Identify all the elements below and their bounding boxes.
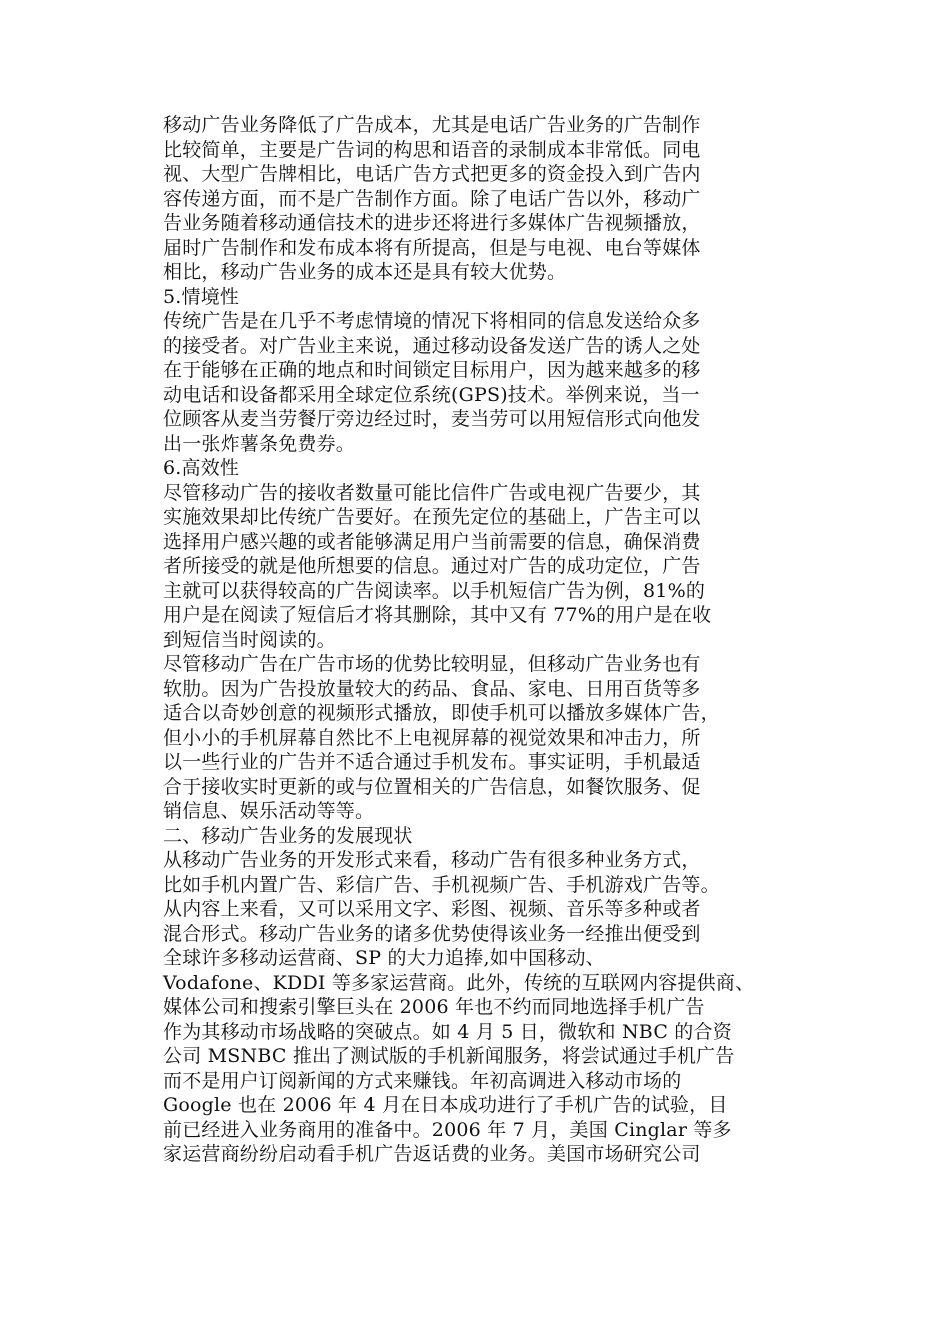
text-line: 传统广告是在几乎不考虑情境的情况下将相同的信息发送给众多 bbox=[163, 310, 701, 332]
text-line: 动电话和设备都采用全球定位系统(GPS)技术。举例来说，当一 bbox=[163, 383, 700, 406]
text-line: 合于接收实时更新的或与位置相关的广告信息，如餐饮服务、促 bbox=[163, 775, 701, 798]
text-line: 前已经进入业务商用的准备中。2006 年 7 月，美国 Cinglar 等多 bbox=[163, 1118, 732, 1141]
text-line: Google 也在 2006 年 4 月在日本成功进行了手机广告的试验，目 bbox=[163, 1094, 728, 1116]
text-line: 选择用户感兴趣的或者能够满足用户当前需要的信息，确保消费 bbox=[163, 530, 701, 553]
text-line: 家运营商纷纷启动看手机广告返话费的业务。美国市场研究公司 bbox=[163, 1143, 701, 1165]
text-line: 以一些行业的广告并不适合通过手机发布。事实证明，手机最适 bbox=[163, 751, 701, 773]
text-line: 比较简单，主要是广告词的构思和语音的录制成本非常低。同电 bbox=[163, 138, 701, 161]
text-line: 混合形式。移动广告业务的诸多优势使得该业务一经推出便受到 bbox=[163, 922, 701, 945]
text-line: 尽管移动广告在广告市场的优势比较明显，但移动广告业务也有 bbox=[163, 653, 701, 675]
text-line: 从移动广告业务的开发形式来看，移动广告有很多种业务方式， bbox=[163, 849, 701, 871]
text-line: 移动广告业务降低了广告成本，尤其是电话广告业务的广告制作 bbox=[163, 114, 701, 136]
text-line: 主就可以获得较高的广告阅读率。以手机短信广告为例，81%的 bbox=[163, 579, 706, 602]
text-line: 届时广告制作和发布成本将有所提高，但是与电视、电台等媒体 bbox=[163, 236, 701, 259]
section-heading: 二、移动广告业务的发展现状 bbox=[163, 824, 413, 847]
text-line: 到短信当时阅读的。 bbox=[163, 628, 336, 651]
text-line: 全球许多移动运营商、SP 的大力追捧,如中国移动、 bbox=[163, 947, 605, 969]
text-line: 的接受者。对广告业主来说，通过移动设备发送广告的诱人之处 bbox=[163, 334, 701, 357]
text-line: 作为其移动市场战略的突破点。如 4 月 5 日，微软和 NBC 的合资 bbox=[163, 1020, 732, 1043]
text-line: 用户是在阅读了短信后才将其删除，其中又有 77%的用户是在收 bbox=[163, 604, 712, 626]
text-line: 位顾客从麦当劳餐厅旁边经过时，麦当劳可以用短信形式向他发 bbox=[163, 408, 701, 430]
text-line: 而不是用户订阅新闻的方式来赚钱。年初高调进入移动市场的 bbox=[163, 1069, 682, 1092]
document-body bbox=[163, 113, 813, 1167]
text-line: 媒体公司和搜索引擎巨头在 2006 年也不约而同地选择手机广告 bbox=[163, 996, 705, 1018]
text-line: 销信息、娱乐活动等等。 bbox=[163, 800, 375, 822]
text-line: 比如手机内置广告、彩信广告、手机视频广告、手机游戏广告等。 bbox=[163, 873, 720, 896]
text-line: Vodafone、KDDI 等多家运营商。此外，传统的互联网内容提供商、 bbox=[163, 971, 755, 994]
text-line: 从内容上来看，又可以采用文字、彩图、视频、音乐等多种或者 bbox=[163, 898, 701, 920]
section-heading: 5.情境性 bbox=[163, 285, 240, 308]
text-line: 尽管移动广告的接收者数量可能比信件广告或电视广告要少，其 bbox=[163, 481, 701, 504]
text-line: 公司 MSNBC 推出了测试版的手机新闻服务，将尝试通过手机广告 bbox=[163, 1045, 735, 1067]
text-line: 视、大型广告牌相比，电话广告方式把更多的资金投入到广告内 bbox=[163, 163, 701, 185]
text-line: 在于能够在正确的地点和时间锁定目标用户，因为越来越多的移 bbox=[163, 359, 701, 381]
text-line: 者所接受的就是他所想要的信息。通过对广告的成功定位，广告 bbox=[163, 555, 701, 577]
section-heading: 6.高效性 bbox=[163, 457, 240, 479]
text-line: 适合以奇妙创意的视频形式播放，即使手机可以播放多媒体广告， bbox=[163, 702, 720, 724]
text-line: 实施效果却比传统广告要好。在预先定位的基础上，广告主可以 bbox=[163, 506, 701, 528]
text-line: 告业务随着移动通信技术的进步还将进行多媒体广告视频播放， bbox=[163, 212, 701, 234]
text-line: 相比，移动广告业务的成本还是具有较大优势。 bbox=[163, 261, 567, 283]
text-line: 但小小的手机屏幕自然比不上电视屏幕的视觉效果和冲击力，所 bbox=[163, 726, 701, 749]
text-line: 容传递方面，而不是广告制作方面。除了电话广告以外，移动广 bbox=[163, 187, 701, 210]
text-line: 软肋。因为广告投放量较大的药品、食品、家电、日用百货等多 bbox=[163, 677, 701, 700]
text-line: 出一张炸薯条免费券。 bbox=[163, 432, 356, 455]
